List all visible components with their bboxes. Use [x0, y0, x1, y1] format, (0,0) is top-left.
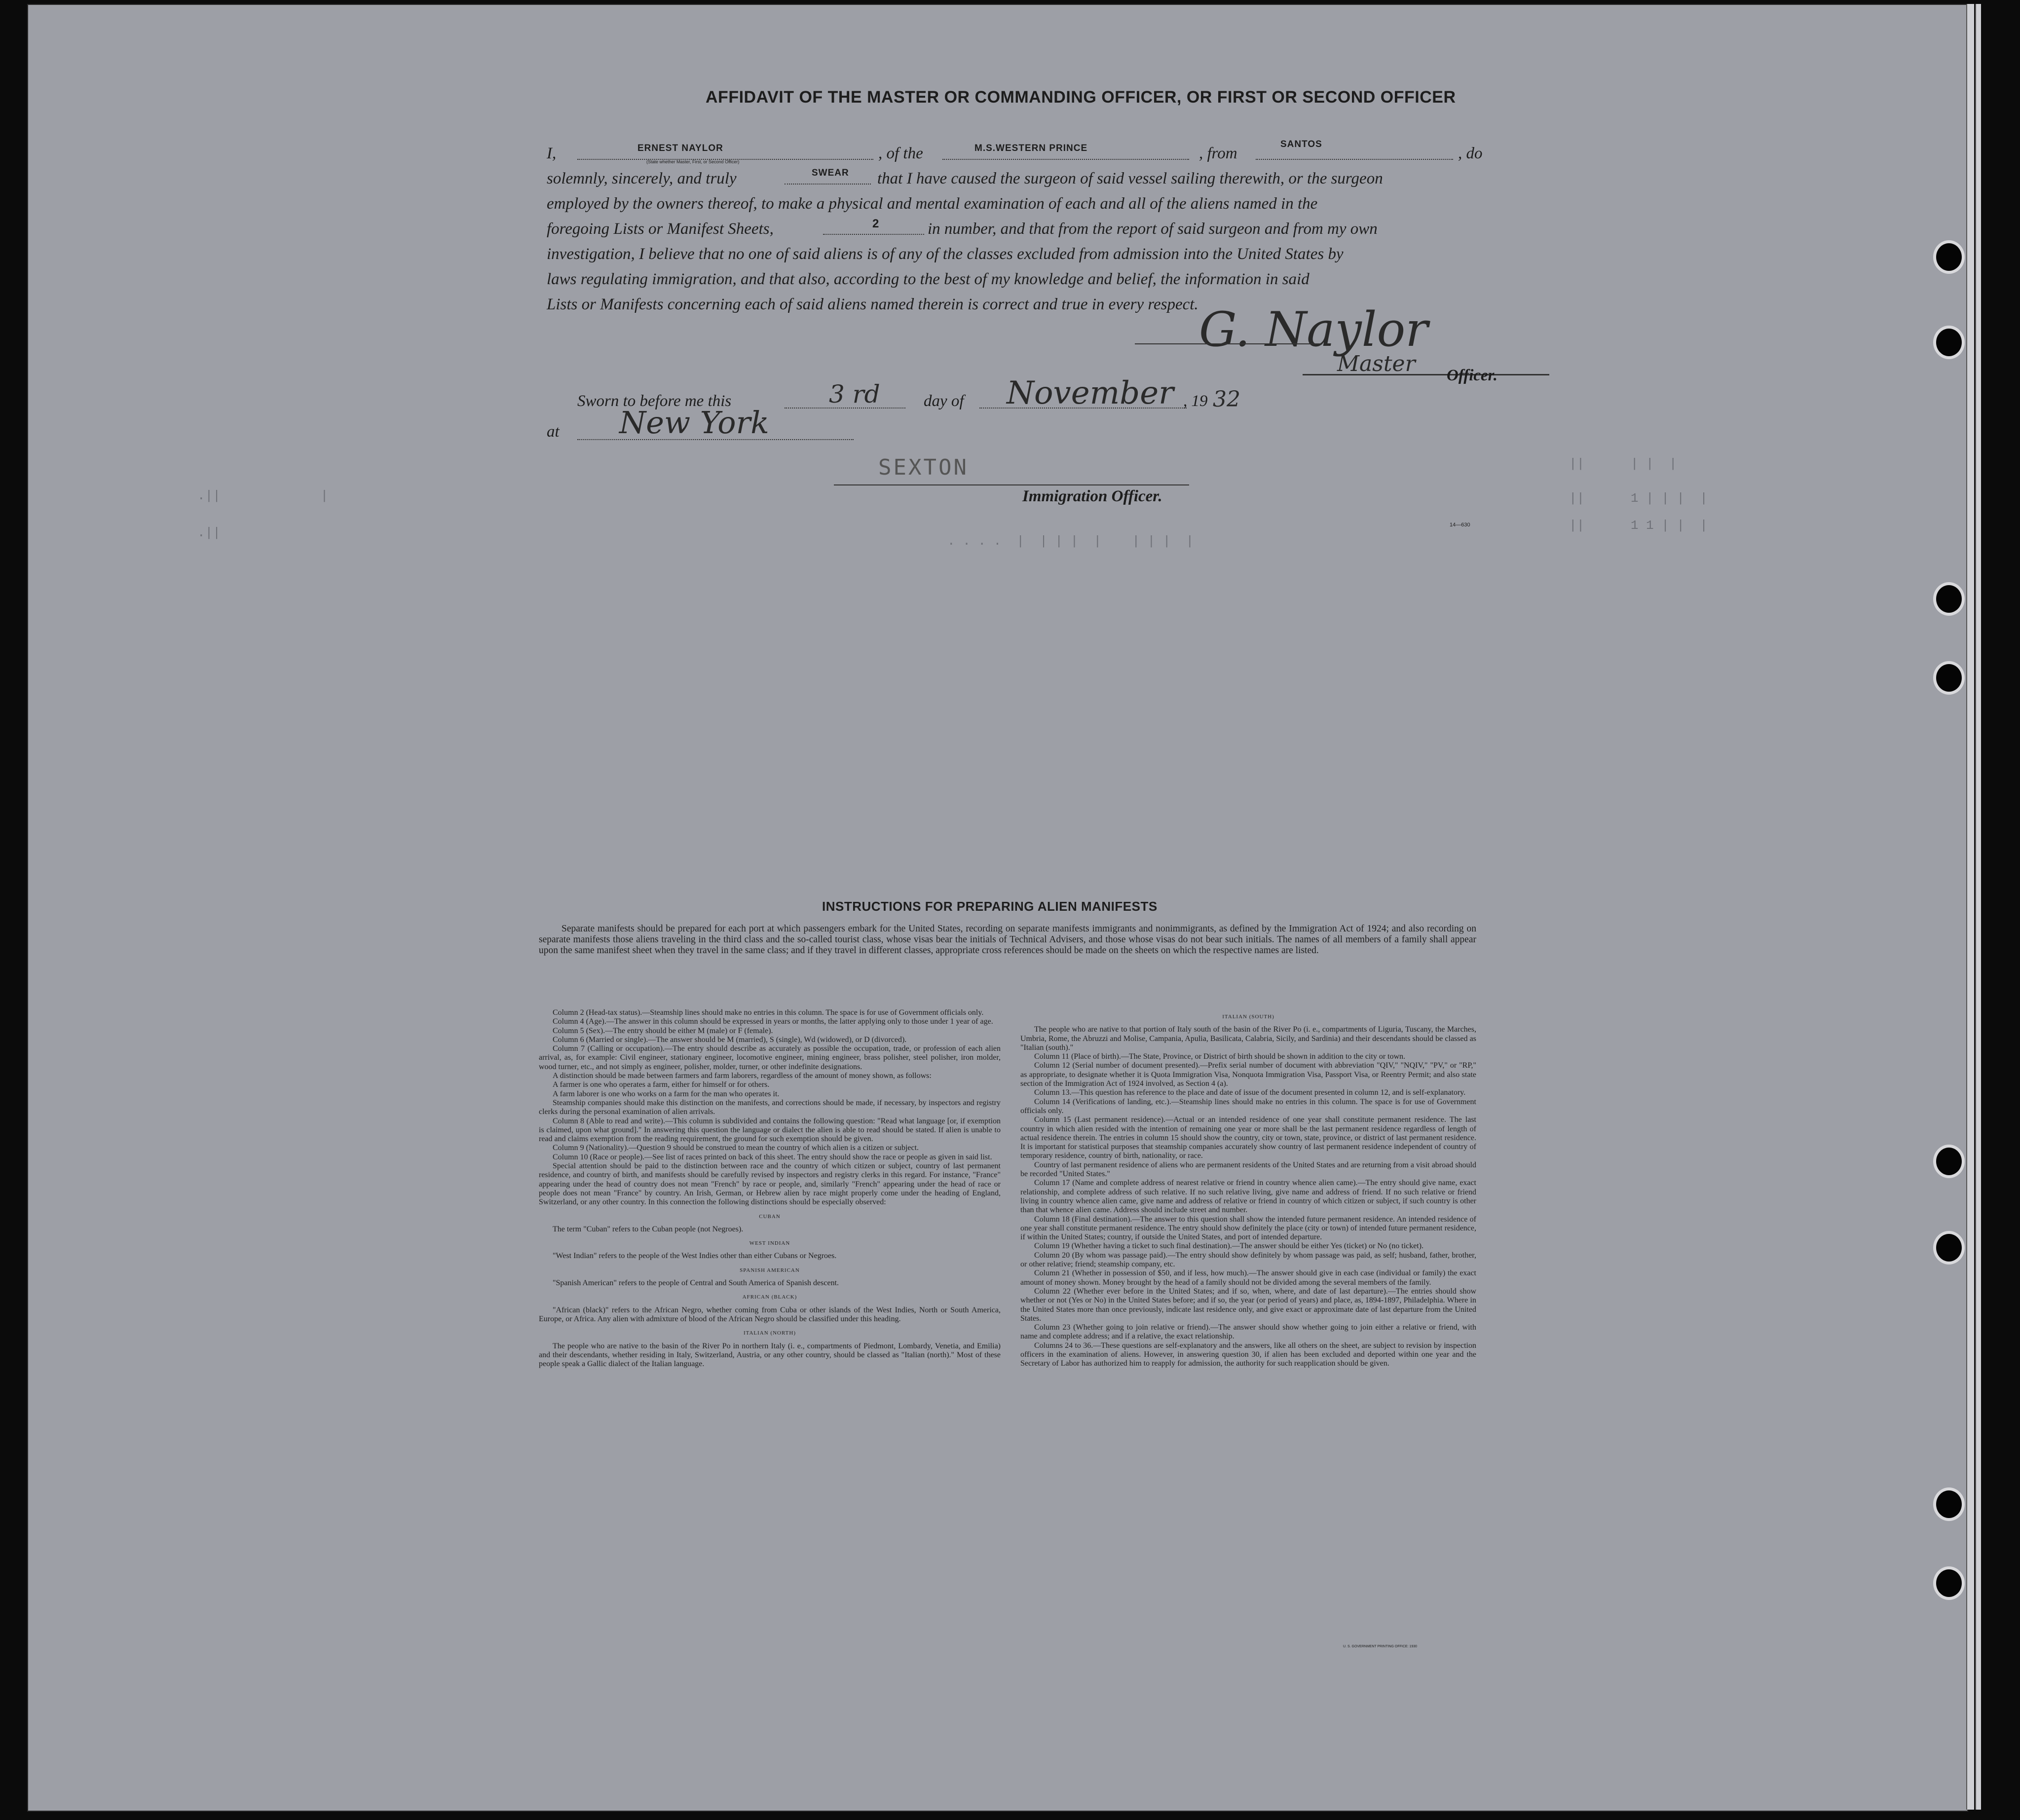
instruction-paragraph: Country of last permanent residence of aliens who are permanent residents of the United States and are returning from a visit abroad should be recorded "United States." — [1020, 1160, 1476, 1179]
signature-line — [1135, 323, 1322, 344]
do-label: , do — [1458, 145, 1483, 162]
bleed-through-mark: || 1 | | | | — [1569, 491, 1708, 506]
from-label: , from — [1199, 145, 1237, 162]
italian-north-heading: ITALIAN (NORTH) — [743, 1330, 796, 1337]
day-value: 3 rd — [829, 380, 880, 409]
sworn-label: Sworn to before me this — [577, 392, 732, 410]
instruction-paragraph: Column 9 (Nationality).—Question 9 should be construed to mean the country of which alien is a citizen or subject. — [553, 1144, 919, 1152]
african-heading: AFRICAN (BLACK) — [742, 1294, 797, 1300]
instruction-paragraph: Column 23 (Whether going to join relative or friend).—The answer should show whether going to join either a relative or friend, with name and complete address; and if a relative, the exact relationship. — [1020, 1323, 1476, 1341]
day-of-label: day of — [924, 392, 964, 410]
page-edge — [1966, 4, 1974, 1810]
officer-label: Officer. — [1447, 367, 1497, 384]
of-the-label: , of the — [878, 145, 923, 162]
instruction-paragraph: Steamship companies should make this distinction on the manifests, and corrections should be made, if necessary, by inspectors and registry clerks during the personal examination of alien arrivals. — [539, 1098, 1001, 1116]
bleed-through-mark: .|| | — [197, 488, 329, 503]
binder-hole — [1933, 1566, 1965, 1600]
spanish-american-text: "Spanish American" refers to the people of Central and South America of Spanish descent. — [553, 1279, 839, 1288]
binder-hole — [1933, 1487, 1965, 1521]
oath-value: SWEAR — [812, 168, 849, 178]
instruction-paragraph: Column 20 (By whom was passage paid).—The entry should show definitely by whom passage was paid, as self; husband, father, brother, or other relative; friend; steamship company, etc. — [1020, 1251, 1476, 1269]
west-indian-heading: WEST INDIAN — [749, 1240, 790, 1247]
instruction-paragraph: Column 21 (Whether in possession of $50, and if less, how much).—The answer should give in each case (individual or family) the exact amount of money shown. Money brought by the head of a family should not be divided among the several members of the family. — [1020, 1269, 1476, 1287]
immigration-officer-signature: SEXTON — [878, 455, 969, 480]
instruction-paragraph: A farmer is one who operates a farm, either for himself or for others. — [553, 1080, 770, 1089]
instructions-title: INSTRUCTIONS FOR PREPARING ALIEN MANIFESTS — [822, 899, 1158, 914]
port-name: SANTOS — [1280, 139, 1322, 149]
instruction-paragraph: A farm laborer is one who works on a farm for the man who operates it. — [553, 1089, 780, 1098]
instruction-paragraph: Column 11 (Place of birth).—The State, Province, or District of birth should be shown in addition to the city or town. — [1034, 1052, 1406, 1061]
instruction-paragraph: Column 8 (Able to read and write).—This column is subdivided and contains the following question: "Read what language [or, if exemption is claimed, upon what ground]." In answering this question the language or dialect the alien is able to read should be stated. If alien is unable to read and claims exemption from the reading requirement, the ground for such exemption should be given. — [539, 1116, 1001, 1144]
instruction-paragraph: Columns 24 to 36.—These questions are self-explanatory and the answers, like all others on the sheet, are subject to revision by inspection officers in the examination of aliens. However, in answering question 30, if alien has been excluded and deported within one year and the Secretary of Labor has authorized him to reapply for admission, the authority for such reapplication should be given. — [1020, 1341, 1476, 1368]
year-value: 32 — [1213, 387, 1240, 412]
printer-imprint: U. S. GOVERNMENT PRINTING OFFICE: 1930 — [1343, 1645, 1418, 1648]
master-name: ERNEST NAYLOR — [637, 143, 723, 153]
name-note: (State whether Master, First, or Second Officer) — [646, 159, 740, 164]
bleed-through-mark: || 1 1 | | | — [1569, 518, 1708, 533]
affidavit-line3: employed by the owners thereof, to make a physical and mental examination of each and all of the aliens named in the — [547, 195, 1318, 213]
rank-value: Master — [1337, 351, 1416, 376]
instruction-paragraph: Column 5 (Sex).—The entry should be either M (male) or F (female). — [553, 1026, 773, 1035]
affidavit-i: I, — [547, 145, 557, 162]
african-text: "African (black)" refers to the African Negro, whether coming from Cuba or other islands of the West Indies, North or South America, Europe, or Africa. Any alien with admixture of blood of the African Negro should be classified under this heading. — [539, 1305, 1001, 1323]
instructions-left-column — [539, 1008, 1001, 1369]
bleed-through-mark: .|| — [197, 525, 221, 540]
binder-hole — [1933, 661, 1965, 695]
instruction-paragraph: A distinction should be made between farmers and farm laborers, regardless of the amount of money shown, as follows: — [553, 1072, 932, 1080]
instruction-paragraph: Column 4 (Age).—The answer in this column should be expressed in years or months, the latter applying only to those under 1 year of age. — [553, 1017, 993, 1026]
instruction-paragraph: Column 10 (Race or people).—See list of races printed on back of this sheet. The entry should show the race or people as given in said list. — [553, 1152, 992, 1161]
master-signature: G. Naylor — [1199, 302, 1428, 357]
immigration-officer-label: Immigration Officer. — [1022, 487, 1162, 505]
instruction-paragraph: Column 17 (Name and complete address of nearest relative or friend in country whence alien came).—The entry should give name, exact relationship, and complete address of such relative. If no such relative living, give name and address of friend. If no such relative or friend living in country whence alien came, give name and address of relative or friend in country of which citizen or subject, if such country is other than that whence alien came. Address should include street and number. — [1020, 1179, 1476, 1215]
binder-hole — [1933, 1231, 1965, 1264]
ship-name: M.S.WESTERN PRINCE — [974, 143, 1088, 153]
affidavit-line2a: solemnly, sincerely, and truly — [547, 170, 737, 187]
cuban-heading: CUBAN — [759, 1213, 781, 1220]
cuban-text: The term "Cuban" refers to the Cuban people (not Negroes). — [553, 1225, 744, 1233]
instruction-paragraph: Column 7 (Calling or occupation).—The entry should describe as accurately as possible the occupation, trade, or profession of each alien arrival, as, for example: Civil engineer, stationary engineer, locomotive engineer, mining engineer, brass polisher, steel polisher, iron molder, wood turner, etc., and not simply as engineer, polisher, molder, turner, or other indefinite designations. — [539, 1044, 1001, 1071]
binder-hole — [1933, 240, 1965, 274]
affidavit-line4b: in number, and that from the report of said surgeon and from my own — [928, 220, 1378, 238]
affidavit-line7: Lists or Manifests concerning each of said aliens named therein is correct and true in every respect. — [547, 296, 1198, 313]
affidavit-title: AFFIDAVIT OF THE MASTER OR COMMANDING OFFICER, OR FIRST OR SECOND OFFICER — [706, 88, 1456, 107]
west-indian-text: "West Indian" refers to the people of the West Indies other than either Cubans or Negroes. — [553, 1252, 837, 1261]
instructions-right-column — [1020, 1012, 1476, 1369]
bleed-through-mark: . . . . | | | | | | | | | — [947, 534, 1194, 549]
instruction-paragraph: Column 6 (Married or single).—The answer should be M (married), S (single), Wd (widowed), or D (divorced). — [553, 1035, 907, 1044]
immigration-signature-line — [834, 470, 1189, 485]
bleed-through-mark: || | | | — [1569, 456, 1677, 471]
place-value: New York — [619, 405, 769, 441]
spanish-american-heading: SPANISH AMERICAN — [740, 1267, 800, 1273]
affidavit-line6: laws regulating immigration, and that also, according to the best of my knowledge and belief, the information in said — [547, 270, 1309, 288]
instruction-paragraph: Column 19 (Whether having a ticket to such final destination).—The answer should be either Yes (ticket) or No (no ticket). — [1034, 1242, 1424, 1251]
affidavit-line4a: foregoing Lists or Manifest Sheets, — [547, 220, 774, 238]
instructions-intro: Separate manifests should be prepared for each port at which passengers embark for the United States, recording on separate manifests immigrants and nonimmigrants, as defined by the Immigration Act of 1924; and also recording on separate manifests those aliens traveling in the third class and the so-called tourist class, whose visas bear the initials of Technical Advisers, and those whose visas do not bear such initials. The names of all members of a family shall appear upon the same manifest sheet when they travel in the same class; and if they travel in different classes, appropriate cross references should be made on the sheets on which the respective names are listed. — [539, 924, 1476, 956]
binder-hole — [1933, 326, 1965, 359]
italian-south-heading: ITALIAN (SOUTH) — [1222, 1014, 1274, 1020]
instruction-paragraph: Column 12 (Serial number of document presented).—Prefix serial number of document with abbreviation "QIV," "NQIV," "PV," or "RP," as appropriate, to designate whether it is Quota Immigration Visa, Nonquota Immigration Visa, Passport Visa, or Reentry Permit; and also state section of the Immigration Act of 1924 involved, as Section 4 (a). — [1020, 1061, 1476, 1088]
instruction-paragraph: Column 2 (Head-tax status).—Steamship lines should make no entries in this column. The space is for use of Government officials only. — [553, 1008, 984, 1017]
page-edge-2 — [1975, 4, 1981, 1810]
italian-north-text: The people who are native to the basin of the River Po in northern Italy (i. e., compartments of Piedmont, Lombardy, Venetia, and Emilia) and their descendants, whether residing in Italy, Switzerland, Austria, or any other country, should be classed as "Italian (north)." Most of these people speak a Gallic dialect of the Italian language. — [539, 1341, 1001, 1369]
instruction-paragraph: Column 18 (Final destination).—The answer to this question shall show the intended future permanent residence. An intended residence of one year shall constitute permanent residence. The entry should show definitely the place (city or town) of intended future permanent residence, if within the United States; country, if outside the United States, and port of intended departure. — [1020, 1215, 1476, 1242]
name-field-line — [577, 144, 873, 160]
at-label: at — [547, 423, 560, 441]
month-value: November — [1007, 375, 1174, 411]
instruction-paragraph: Special attention should be paid to the distinction between race and the country of which citizen or subject, country of last permanent residence, and country of birth, and manifests should be carefully revised by inspectors and registry clerks in this regard. For instance, "France" appearing under the head of country does not mean "French" by race or people, and, similarly "French" appearing under the head of race or people does not mean "France" by country. An Irish, German, or Hebrew alien by race might properly come under the heading of England, Switzerland, or any other country. In this connection the following distinctions should be especially observed: — [539, 1162, 1001, 1207]
instruction-paragraph: The people who are native to that portion of Italy south of the basin of the River Po (i. e., compartments of Liguria, Tuscany, the Marches, Umbria, Rome, the Abruzzi and Molise, Campania, Apulia, Basilicata, Calabria, Sicily, and Sardinia) and their descendants should be classed as "Italian (south)." — [1020, 1025, 1476, 1052]
binder-hole — [1933, 582, 1965, 616]
instruction-paragraph: Column 15 (Last permanent residence).—Actual or an intended residence of one year shall constitute permanent residence. The last country in which alien resided with the intention of remaining one year or more shall be the last permanent residence regardless of length of actual residence therein. The entries in column 15 should show the country, city or town, state, province, or district of last permanent residence. It is important for statistical purposes that steamship companies accurately show country of last permanent residence independent of country of temporary residence, country of birth, nationality, or race. — [1020, 1115, 1476, 1160]
binder-hole — [1933, 1145, 1965, 1178]
sheets-value: 2 — [872, 217, 880, 230]
affidavit-line5: investigation, I believe that no one of said aliens is of any of the classes excluded from admission into the United States by — [547, 245, 1344, 263]
year-prefix: , 19 — [1183, 392, 1208, 410]
form-number: 14—630 — [1450, 522, 1470, 528]
instruction-paragraph: Column 13.—This question has reference to the place and date of issue of the document presented in column 12, and is self-explanatory. — [1034, 1088, 1466, 1097]
instruction-paragraph: Column 14 (Verifications of landing, etc.).—Steamship lines should make no entries in this column. The space is for use of Government officials only. — [1020, 1097, 1476, 1115]
instruction-paragraph: Column 22 (Whether ever before in the United States; and if so, when, where, and date of last departure).—The entries should show whether or not (Yes or No) in the United States before; and if so, the year (or period of years) and place, as, 1894-1897, Philadelphia. Where in the United States more than once previously, indicate last residence only, and give exact or approximate date of last departure from the United States. — [1020, 1287, 1476, 1323]
affidavit-line2b: that I have caused the surgeon of said vessel sailing therewith, or the surgeon — [877, 170, 1383, 187]
